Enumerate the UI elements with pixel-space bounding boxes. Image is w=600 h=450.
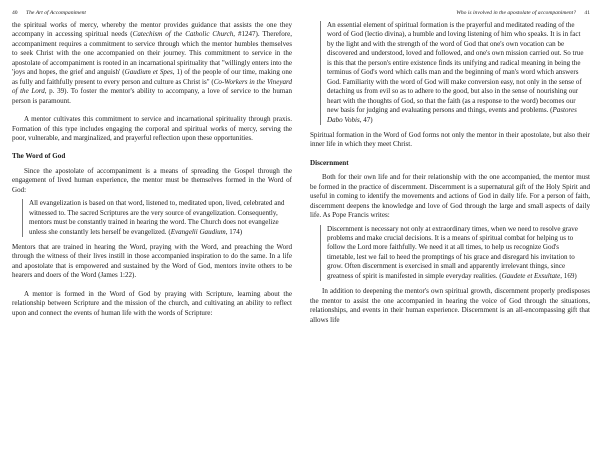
running-title: The Art of Accompaniment bbox=[26, 10, 86, 16]
page-number: 40 bbox=[12, 10, 18, 16]
section-heading: Discernment bbox=[310, 158, 349, 167]
paragraph: Since the apostolate of accompaniment is a means of spreading the Gospel through the engagement of lived human experience, the mentor must be themselves formed in the Word of God: bbox=[12, 166, 292, 194]
quote-text: Discernment is necessary not only at extraordinary times, when we need to resolve grave problems and make crucial decisions. It is a means of spiritual combat for helping us to follow the Lord more faithfully. We need it at all times, to help us recognize God's timetable, lest we fail to heed the promptings of his grace and disregard his invitation to grow. Often discernment is exercised in small and apparently irrelevant things, since greatness of spirit is manifested in simple everyday realities. (Gaudete et Exsultate, 169) bbox=[327, 224, 578, 280]
left-page bbox=[12, 0, 292, 450]
left-running-head bbox=[12, 8, 292, 18]
paragraph: In addition to deepening the mentor's own spiritual growth, discernment properly predisposes the mentor to assist the one accompanied in hearing the voice of God through the situations, relationships, and events in their human experience. Discernment is an all-encompassing gift that allows life bbox=[310, 287, 590, 324]
paragraph: A mentor is formed in the Word of God by praying with Scripture, learning about the relationship between Scripture and the mission of the church, and cultivating an ability to reflect upon and connect the events of human life with the words of Scripture: bbox=[12, 289, 292, 317]
section-heading: The Word of God bbox=[12, 152, 66, 161]
paragraph: the spiritual works of mercy, whereby the mentor provides guidance that assists the one they accompany in accessing spiritual needs (Catechism of the Catholic Church, #1247). Therefore, accompaniment requires a commitment to service through which the mentor humbles themselves to seek Christ with the one accompanied on their journey. This commitment to service in the apostolate of accompaniment is rooted in an incarnational spirituality that "willingly enters into the 'joys and hopes, the grief and anguish' (Gaudium et Spes, 1) of the people of our time, making one as fully and faithfully present to every person and culture as Christ is" (Co-Workers in the Vineyard of the Lord, p. 39). To foster the mentor's ability to accompany, a love of service to the human person is paramount. bbox=[12, 21, 292, 105]
citation: Co-Workers in the Vineyard of the Lord bbox=[12, 77, 292, 96]
citation: Evangelii Gaudium bbox=[170, 227, 226, 236]
right-running-head bbox=[310, 8, 590, 18]
block-quote bbox=[320, 21, 584, 125]
left-page-text bbox=[12, 21, 292, 442]
citation: Gaudium et Spes bbox=[124, 68, 173, 77]
page-number: 41 bbox=[584, 10, 590, 16]
block-quote bbox=[22, 199, 286, 237]
citation: Catechism of the Catholic Church bbox=[132, 30, 234, 39]
citation: Pastores Dabo Vobis bbox=[327, 106, 577, 124]
quote-text: All evangelization is based on that word, listened to, meditated upon, lived, celebrated and witnessed to. The sacred Scriptures are the very source of evangelization. Consequently, mentors must be constantly trained in hearing the word. The Church does not evangelize unless she constantly lets herself be evangelized. (Evangelii Gaudium, 174) bbox=[29, 199, 285, 236]
paragraph: Spiritual formation in the Word of God forms not only the mentor in their apostolate, but also their inner life in which they meet Christ. bbox=[310, 130, 590, 149]
right-page-text bbox=[310, 21, 590, 442]
paragraph: Mentors that are trained in hearing the Word, praying with the Word, and preaching the Word through the witness of their lives instill in those accompanied inspiration to do the same. In a life and apostolate that is empowered and sustained by the Word of God, mentors invite others to be hearers and doers of the Word (James 1:22). bbox=[12, 243, 292, 280]
citation: Gaudete et Exsultate bbox=[501, 271, 561, 280]
block-quote bbox=[320, 225, 584, 282]
paragraph: Both for their own life and for their relationship with the one accompanied, the mentor must be formed in the practice of discernment. Discernment is a supernatural gift of the Holy Spirit and useful in coming to identify the movements and actions of God in daily life. For a person of faith, discernment deepens the knowledge and love of God through the large and small aspects of daily life. As Pope Francis writes: bbox=[310, 173, 590, 220]
quote-text: An essential element of spiritual formation is the prayerful and meditated reading of the word of God (lectio divina), a humble and loving listening of him who speaks. It is in fact by the light and with the strength of the word of God that one's own vocation can be discovered and understood, loved and followed, and one's own mission carried out. So true is this that the person's entire existence finds its unifying and radical meaning in being the terminus of God's word which calls man and the beginning of man's word which answers God. Familiarity with the word of God will make conversion easy, not only in the sense of detaching us from evil so as to adhere to the good, but also in the sense of nourishing our heart with the thoughts of God, so that the faith (as a response to the word) becomes our new basis for judging and evaluating persons and things, events and problems. (Pastores Dabo Vobis, 47) bbox=[327, 21, 584, 124]
right-page bbox=[310, 0, 590, 450]
paragraph: A mentor cultivates this commitment to service and incarnational spirituality through praxis. Formation of this type includes engaging the corporal and spiritual works of mercy, serving the poor, vulnerable, and marginalized, and prayerful reflection upon these opportunities. bbox=[12, 115, 292, 142]
running-title: Who is involved in the apostolate of accompaniment? bbox=[456, 10, 576, 16]
